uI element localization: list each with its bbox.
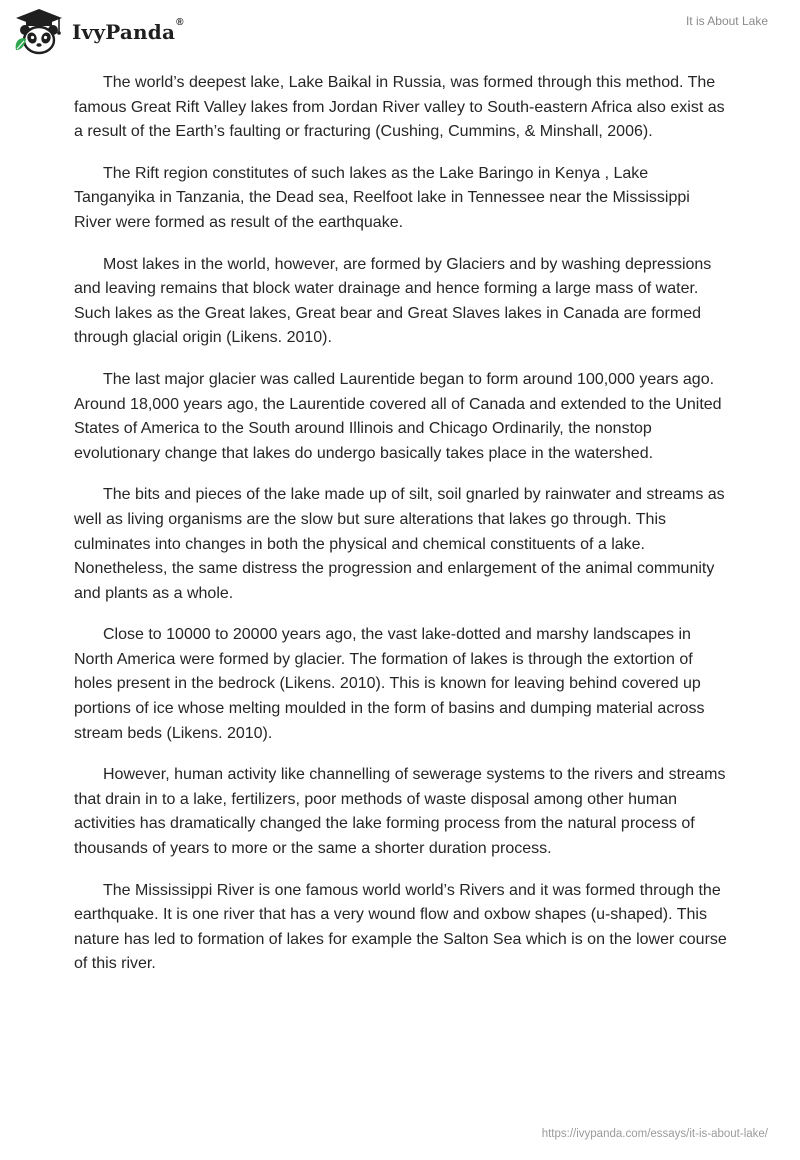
brand-text: IvyPanda xyxy=(72,20,176,44)
page-header xyxy=(0,0,800,60)
paragraph: The Rift region constitutes of such lakes as the Lake Baringo in Kenya , Lake Tanganyika in Tanzania, the Dead sea, Reelfoot lake in Tennessee near the Mississippi River were formed as result of the earthquake. xyxy=(74,164,690,231)
paragraph: The bits and pieces of the lake made up of silt, soil gnarled by rainwater and streams as well as living organisms are the slow but sure alterations that lakes go through. This culminates into changes in both the physical and chemical constituents of a lake. Nonetheless, the same distress the progression and enlargement of the animal community and plants as a whole. xyxy=(74,486,725,602)
paragraph: However, human activity like channelling of sewerage systems to the rivers and streams that drain in to a lake, fertilizers, poor methods of waste disposal among other human activities has dramatically changed the lake forming process from the natural process of thousands of years to more or the same a shorter duration process. xyxy=(74,766,726,858)
essay-body xyxy=(74,71,728,994)
logo[interactable] xyxy=(12,6,184,58)
brand-name xyxy=(72,17,184,44)
graduate-panda-icon xyxy=(12,6,66,58)
paragraph: Close to 10000 to 20000 years ago, the vast lake-dotted and marshy landscapes in North America were formed by glacier. The formation of lakes is through the extortion of holes present in the bedrock (Likens. 2010). This is known for leaving behind covered up portions of ice whose melting moulded in the form of basins and dumping material across stream beds (Likens. 2010). xyxy=(74,626,705,742)
registered-mark: ® xyxy=(176,17,184,28)
document-title: It is About Lake xyxy=(685,14,768,28)
paragraph: The last major glacier was called Laurentide began to form around 100,000 years ago. Around 18,000 years ago, the Laurentide covered all of Canada and extended to the United States of America to the South around Illinois and Chicago Ordinarily, the nonstop evolutionary change that lakes do undergo basically takes place in the watershed. xyxy=(74,370,722,462)
paragraph: The world’s deepest lake, Lake Baikal in Russia, was formed through this method. The famous Great Rift Valley lakes from Jordan River valley to South-eastern Africa also exist as a result of the Earth’s faulting or fracturing (Cushing, Cummins, & Minshall, 2006). xyxy=(74,74,725,141)
paragraph: Most lakes in the world, however, are formed by Glaciers and by washing depressions and leaving remains that block water drainage and hence forming a large mass of water. Such lakes as the Great lakes, Great bear and Great Slaves lakes in Canada are formed through glacial origin (Likens. 2010). xyxy=(74,255,712,347)
paragraph: The Mississippi River is one famous world world’s Rivers and it was formed through the earthquake. It is one river that has a very wound flow and oxbow shapes (u-shaped). This nature has led to formation of lakes for example the Salton Sea which is on the lower course of this river. xyxy=(74,881,727,973)
source-url-link[interactable]: https://ivypanda.com/essays/it-is-about-lake/ xyxy=(541,1128,768,1140)
